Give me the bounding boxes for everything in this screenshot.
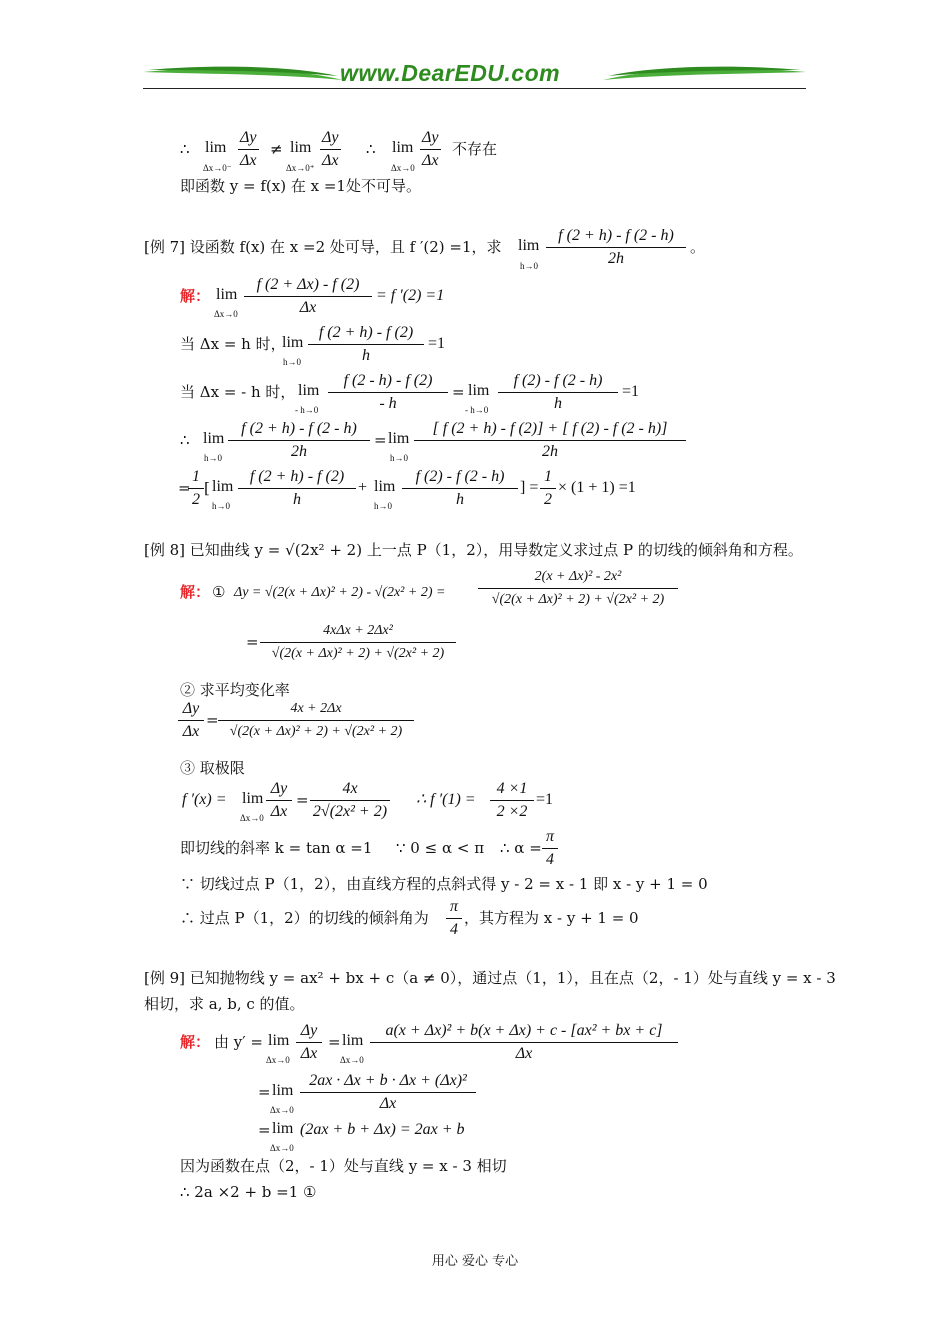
not-differentiable-text: 即函数 y = f(x) 在 x =1处不可导。 [180,177,421,195]
ex7-period: 。 [690,238,706,256]
page-footer: 用心 爱心 专心 [431,1254,519,1269]
ex7-s3-frac1: $\frac{f (2 - h) - f (2)}{- h}$ [328,370,448,415]
ex8-s2-frac: 4xΔx + 2Δx² √(2(x + Δx)² + 2) + √(2x² + 2) [260,620,456,665]
ex8-s4-rhs: =1 [536,791,554,808]
ex7-s5-frac1: $\frac{f (2 + h) - f (2)}{h}$ [238,466,356,511]
ex8-s1-lhs: Δy = √(2(x + Δx)² + 2) - √(2x² + 2) = [234,585,446,600]
ex9-s2-frac: $\frac{\text{2ax · Δx + b · Δx + (Δx)²}}{\Delta x}$ [300,1070,476,1115]
lim-right-sub: Δx→0⁺ [286,163,315,173]
lim-right: lim [290,139,312,156]
ex9-s2-eq: = [258,1083,271,1101]
ex8-s2-eq: = [246,633,259,651]
ex7-s3-frac2: $\frac{f (2) - f (2 - h)}{h}$ [498,370,618,415]
ex7-s5-half: $\frac{1}{2}$ [188,466,204,511]
ex8-s4-frac0: $\frac{\Delta y}{\Delta x}$ [266,778,292,823]
conclusion-symbol: ∴ [180,140,190,158]
ex7-lim: lim [518,237,540,254]
ex7-s3-eq: = [452,383,465,401]
ex8-step2-text: ② 求平均变化率 [180,681,290,699]
example-7-label: [例 7] 设函数 f(x) 在 x =2 处可导，且 f ′(2) =1，求 [144,238,502,256]
ex7-s1-frac: $\frac{f (2 + \Delta x) - f (2)}{\Delta x}$ [244,274,372,319]
ex8-step1-marker: ① [212,583,226,601]
ex8-solution-label: 解： [180,583,211,601]
ex7-s4-lim1: lim [203,430,225,447]
ex9-s1-sub1: Δx→0 [266,1055,290,1065]
frac-dy-dx-left: $\frac{\Delta y}{\Delta x}$ [240,129,257,169]
ex7-s5-close: ] = [520,479,539,496]
site-brand: www.DearEDU.com [340,60,561,86]
ex7-s5-open: [ [204,479,210,497]
ex7-s5-tail: × (1 + 1) =1 [558,479,636,496]
ex7-s5-eq: = [178,479,191,497]
ex7-s1-lim: lim [216,286,238,303]
ex9-equation-1: ∴ 2a ×2 + b =1 ① [180,1183,317,1201]
header-rule [143,88,806,89]
ex8-s4-eq: = [296,791,309,809]
ex7-lim-sub: h→0 [520,261,538,271]
example-9-label: [例 9] 已知抛物线 y = ax² + bx + c（a ≠ 0），通过点（1，1），且在点（2，- 1）处与直线 y = x - 3 [144,969,836,987]
ex9-s1-eq: = [328,1033,341,1051]
ex8-alpha-frac: $\frac{\pi}{4}$ [542,826,558,871]
ex9-s1-lim2: lim [342,1032,364,1049]
ex7-s5-lim1: lim [212,478,234,495]
ex8-point-slope-text: ∵ 切线过点 P（1，2），由直线方程的点斜式得 y - 2 = x - 1 即 x - y + 1 = 0 [180,875,708,893]
ex7-s2-rhs: =1 [428,335,446,352]
ex9-s1-pre: 由 y′ = [214,1033,263,1051]
frac-dy-dx-right: $\frac{\Delta y}{\Delta x}$ [322,129,339,169]
ex7-s5-lim2: lim [374,478,396,495]
ex8-angle-frac: $\frac{\pi}{4}$ [446,896,462,941]
ex8-s4-therefore: ∴ f ′(1) = [416,791,476,808]
lim-left-sub: Δx→0⁻ [203,163,232,173]
ex9-tangent-text: 因为函数在点（2，- 1）处与直线 y = x - 3 相切 [180,1157,507,1175]
ex7-s5-frac2: $\frac{f (2) - f (2 - h)}{h}$ [402,466,518,511]
ex7-s1-sub: Δx→0 [214,309,238,319]
ex8-s4-lim: lim [242,790,264,807]
ex7-s3-lim2: lim [468,382,490,399]
ex9-s2-sub: Δx→0 [270,1105,294,1115]
lim-zero-sub: Δx→0 [391,163,415,173]
ex8-slope-text: 即切线的斜率 k = tan α =1 [180,839,373,857]
ex8-s4-lhs: f ′(x) = [182,791,227,808]
ex7-s3-rhs: =1 [622,383,640,400]
ex8-equation-text: ，其方程为 x - y + 1 = 0 [464,909,639,927]
ex9-s3-lim: lim [272,1120,294,1137]
ex7-s4-frac1: $\frac{f (2 + h) - f (2 - h)}{2h}$ [228,418,370,463]
lim-left: lim [205,139,227,156]
ex8-step3-text: ③ 取极限 [180,759,245,777]
ex8-because-text: ∵ 0 ≤ α < π [396,839,485,857]
ex9-s1-frac: $\frac{\text{a(x + Δx)² + b(x + Δx) + c - [ax² + bx + c]}}{\Delta x}$ [370,1020,678,1065]
ex8-s3-frac0: $\frac{\Delta y}{\Delta x}$ [178,698,204,743]
lim-zero: lim [392,139,414,156]
ex7-s3-lim1: lim [298,382,320,399]
ex9-solution-label: 解： [180,1033,211,1051]
ex8-s4-frac2: $\frac{4 \times 1}{2 \times 2}$ [490,778,534,823]
ex7-s4-sub2: h→0 [390,453,408,463]
example-9-label-2: 相切，求 a, b, c 的值。 [144,995,305,1013]
therefore-symbol: ∴ [366,140,376,158]
ex8-s1-frac: $\frac{\text{2(x + Δx)² - 2x²}}{\text{√(2(x + Δx)² + 2) + √(2x² + 2)}}$ [478,566,678,611]
ex8-angle-text: ∴ 过点 P（1，2）的切线的倾斜角为 [180,909,429,927]
ex7-s2-frac: $\frac{f (2 + h) - f (2)}{h}$ [308,322,424,367]
ex7-s2-lim: lim [282,334,304,351]
ex7-s4-eq: = [374,431,387,449]
ex7-s5-half2: $\frac{1}{2}$ [540,466,556,511]
ex7-s2-pre: 当 Δx = h 时， [180,335,286,353]
ex9-s1-frac0: $\frac{\Delta y}{\Delta x}$ [296,1020,322,1065]
ex7-s4-sub1: h→0 [204,453,222,463]
ex7-s5-plus: + [358,479,368,496]
ex7-s3-sub1: - h→0 [295,405,319,415]
ex7-s5-sub2: h→0 [374,501,392,511]
ex7-s4-lim2: lim [388,430,410,447]
example-8-label: [例 8] 已知曲线 y = √(2x² + 2) 上一点 P（1，2），用导数定义求过点 P 的切线的倾斜角和方程。 [144,541,803,559]
ex7-s4-frac2: $\frac{[ f (2 + h) - f (2)] + [ f (2) - f (2 - h)]}{2h}$ [414,418,686,463]
ex9-s1-lim1: lim [268,1032,290,1049]
ex9-s2-lim: lim [272,1082,294,1099]
ex7-frac: $\frac{f (2 + h) - f (2 - h)}{2h}$ [546,225,686,270]
ex8-s3-eq: = [206,711,219,729]
neq-symbol: ≠ [270,140,283,158]
ex7-s5-sub1: h→0 [212,501,230,511]
ex9-s1-sub2: Δx→0 [340,1055,364,1065]
ex7-s4-therefore: ∴ [180,431,190,449]
ex8-s4-sub: Δx→0 [240,813,264,823]
ex7-s1-rhs: = f ′(2) =1 [376,287,445,304]
ex7-solution-label: 解： [180,287,211,305]
not-exist-text: 不存在 [452,140,498,158]
ex8-alpha-text: ∴ α = [500,839,542,857]
ex7-s3-pre: 当 Δx = - h 时， [180,383,296,401]
frac-dy-dx-zero: $\frac{\Delta y}{\Delta x}$ [422,129,439,169]
ex7-s3-sub2: - h→0 [465,405,489,415]
ex8-s4-frac: $\frac{4x}{\text{2√(2x² + 2)}}$ [310,778,390,823]
ex9-s3-eq: = [258,1121,271,1139]
ex9-s3-sub: Δx→0 [270,1143,294,1153]
ex9-s3-rhs: (2ax + b + Δx) = 2ax + b [300,1121,465,1138]
ex8-s3-frac: $\frac{4x + 2\Delta x}{\text{√(2(x + Δx)² + 2) + √(2x² + 2)}}$ [218,698,414,743]
ex7-s2-sub: h→0 [283,357,301,367]
